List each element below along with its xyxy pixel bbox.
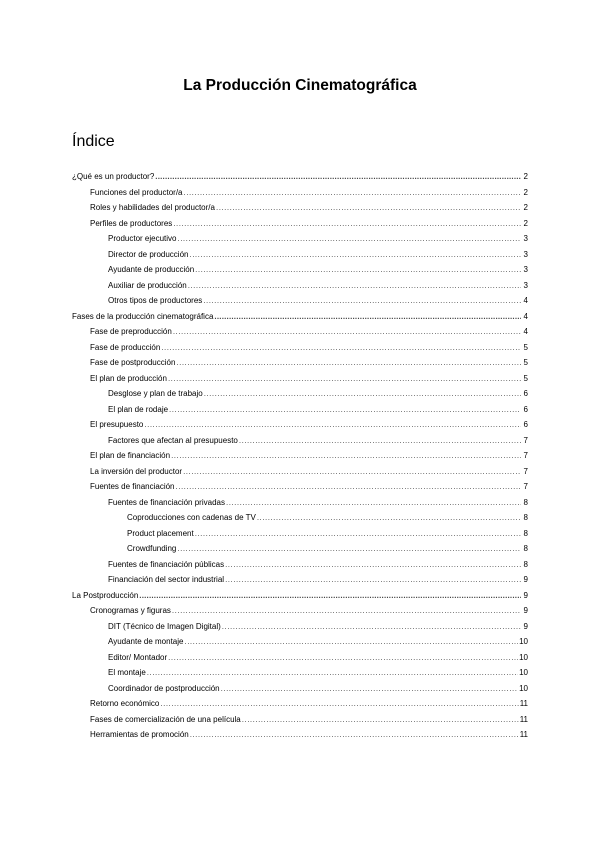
toc-entry-label: Perfiles de productores	[90, 218, 173, 228]
toc-leader-dots	[155, 169, 521, 185]
toc-leader-dots	[214, 309, 521, 325]
toc-entry[interactable]	[72, 634, 528, 650]
toc-entry-page-number: 2	[523, 218, 528, 228]
toc-entry-page-number: 3	[523, 265, 528, 274]
toc-entry[interactable]	[72, 681, 528, 697]
toc-entry-label: La inversión del productor	[90, 466, 183, 476]
toc-entry[interactable]	[72, 402, 528, 418]
toc-entry-page-number: 7	[523, 435, 528, 445]
toc-entry-label: Crowdfunding	[127, 544, 177, 553]
toc-entry[interactable]	[72, 541, 528, 557]
toc-entry-page-number: 11	[519, 714, 528, 724]
toc-leader-dots	[176, 479, 522, 495]
toc-entry[interactable]	[72, 696, 528, 712]
toc-leader-dots	[168, 650, 518, 666]
toc-entry[interactable]	[72, 712, 528, 728]
toc-entry[interactable]	[72, 495, 528, 511]
toc-entry-page-number: 2	[523, 172, 528, 181]
toc-entry[interactable]	[72, 200, 528, 216]
toc-entry[interactable]	[72, 355, 528, 371]
toc-leader-dots	[147, 665, 518, 681]
toc-entry-page-number: 7	[523, 451, 528, 460]
toc-entry[interactable]	[72, 309, 528, 325]
toc-entry[interactable]	[72, 510, 528, 526]
toc-leader-dots	[257, 510, 521, 526]
toc-entry[interactable]	[72, 479, 528, 495]
toc-entry[interactable]	[72, 433, 528, 449]
toc-entry-page-number: 8	[523, 497, 528, 507]
toc-entry-page-number: 8	[523, 559, 528, 569]
toc-entry[interactable]	[72, 340, 528, 356]
index-heading: Índice	[72, 133, 115, 150]
toc-leader-dots	[184, 185, 522, 201]
toc-entry-label: Desglose y plan de trabajo	[108, 389, 203, 398]
document-title: La Producción Cinematográfica	[183, 77, 417, 94]
toc-entry-label: Ayudante de montaje	[108, 637, 184, 646]
toc-entry[interactable]	[72, 603, 528, 619]
toc-leader-dots	[171, 448, 521, 464]
toc-leader-dots	[216, 200, 521, 216]
toc-entry-page-number: 11	[519, 730, 528, 739]
toc-entry-label: Financiación del sector industrial	[108, 575, 225, 584]
toc-entry-label: Fases de comercialización de una película	[90, 714, 241, 724]
toc-entry[interactable]	[72, 231, 528, 247]
toc-entry-page-number: 5	[523, 358, 528, 367]
toc-entry-label: Coproducciones con cadenas de TV	[127, 513, 256, 522]
toc-entry[interactable]	[72, 727, 528, 743]
toc-entry-label: Fase de preproducción	[90, 327, 172, 336]
toc-entry-label: El plan de producción	[90, 373, 167, 383]
toc-leader-dots	[239, 433, 521, 449]
toc-entry-page-number: 5	[523, 373, 528, 383]
toc-entry-label: El plan de financiación	[90, 451, 171, 460]
toc-entry-page-number: 4	[523, 311, 528, 321]
toc-entry-label: DIT (Técnico de Imagen Digital)	[108, 621, 221, 631]
toc-entry-page-number: 9	[523, 590, 528, 600]
toc-entry[interactable]	[72, 371, 528, 387]
toc-entry-label: Fuentes de financiación	[90, 482, 175, 491]
toc-entry[interactable]	[72, 262, 528, 278]
toc-entry-page-number: 3	[523, 280, 528, 290]
toc-entry-label: El plan de rodaje	[108, 404, 169, 414]
toc-entry-label: Funciones del productor/a	[90, 187, 183, 197]
toc-entry-label: Coordinador de postproducción	[108, 683, 220, 693]
toc-entry-page-number: 9	[523, 575, 528, 584]
toc-entry-page-number: 3	[523, 234, 528, 243]
toc-leader-dots	[144, 417, 521, 433]
toc-entry-page-number: 2	[523, 187, 528, 197]
toc-leader-dots	[190, 727, 519, 743]
toc-leader-dots	[195, 262, 521, 278]
toc-entry-page-number: 8	[523, 544, 528, 553]
toc-entry[interactable]	[72, 247, 528, 263]
toc-leader-dots	[139, 588, 521, 604]
toc-entry-page-number: 7	[523, 482, 528, 491]
toc-leader-dots	[242, 712, 519, 728]
toc-entry-label: El montaje	[108, 668, 146, 677]
toc-entry-label: Editor/ Montador	[108, 652, 168, 662]
toc-entry-label: El presupuesto	[90, 420, 144, 429]
toc-entry-label: Fase de postproducción	[90, 358, 176, 367]
toc-entry-page-number: 11	[519, 699, 528, 708]
toc-entry[interactable]	[72, 526, 528, 542]
toc-entry[interactable]	[72, 557, 528, 573]
toc-entry-page-number: 9	[523, 621, 528, 631]
toc-leader-dots	[177, 541, 521, 557]
toc-entry-page-number: 4	[523, 327, 528, 336]
toc-entry-page-number: 10	[519, 668, 528, 677]
toc-entry[interactable]	[72, 417, 528, 433]
toc-entry[interactable]	[72, 448, 528, 464]
toc-leader-dots	[226, 495, 521, 511]
toc-entry[interactable]	[72, 278, 528, 294]
toc-leader-dots	[221, 681, 518, 697]
toc-entry[interactable]	[72, 293, 528, 309]
toc-leader-dots	[225, 572, 521, 588]
toc-entry-page-number: 8	[523, 513, 528, 522]
toc-leader-dots	[203, 293, 521, 309]
toc-entry-label: Fase de producción	[90, 342, 161, 352]
toc-leader-dots	[161, 340, 521, 356]
toc-entry[interactable]	[72, 185, 528, 201]
toc-entry-page-number: 10	[519, 683, 528, 693]
toc-entry-label: Director de producción	[108, 249, 189, 259]
toc-leader-dots	[225, 557, 521, 573]
toc-leader-dots	[173, 216, 521, 232]
toc-leader-dots	[168, 371, 521, 387]
toc-entry-label: Otros tipos de productores	[108, 296, 203, 305]
toc-entry[interactable]	[72, 324, 528, 340]
toc-leader-dots	[183, 464, 521, 480]
toc-entry-page-number: 8	[523, 528, 528, 538]
toc-entry-page-number: 6	[523, 389, 528, 398]
toc-entry-label: ¿Qué es un productor?	[72, 172, 155, 181]
toc-entry[interactable]	[72, 169, 528, 185]
toc-entry-page-number: 6	[523, 420, 528, 429]
toc-entry-page-number: 4	[523, 296, 528, 305]
toc-entry-label: Herramientas de promoción	[90, 730, 189, 739]
toc-entry-label: La Postproducción	[72, 590, 139, 600]
toc-entry[interactable]	[72, 464, 528, 480]
toc-leader-dots	[160, 696, 518, 712]
toc-entry[interactable]	[72, 619, 528, 635]
toc-entry-label: Retorno económico	[90, 699, 160, 708]
toc-entry-page-number: 2	[523, 203, 528, 212]
toc-entry-page-number: 9	[523, 606, 528, 615]
toc-leader-dots	[222, 619, 521, 635]
toc-entry[interactable]	[72, 665, 528, 681]
toc-entry[interactable]	[72, 386, 528, 402]
toc-entry-page-number: 6	[523, 404, 528, 414]
toc-leader-dots	[172, 603, 521, 619]
toc-entry-label: Roles y habilidades del productor/a	[90, 203, 215, 212]
toc-leader-dots	[195, 526, 521, 542]
toc-entry-page-number: 7	[523, 466, 528, 476]
toc-entry[interactable]	[72, 572, 528, 588]
toc-entry[interactable]	[72, 650, 528, 666]
toc-entry[interactable]	[72, 588, 528, 604]
table-of-contents	[72, 169, 528, 743]
toc-leader-dots	[169, 402, 521, 418]
toc-entry-page-number: 10	[519, 652, 528, 662]
toc-entry[interactable]	[72, 216, 528, 232]
toc-entry-label: Factores que afectan al presupuesto	[108, 435, 238, 445]
toc-entry-label: Product placement	[127, 528, 194, 538]
toc-entry-label: Fuentes de financiación privadas	[108, 497, 225, 507]
toc-entry-label: Fuentes de financiación públicas	[108, 559, 225, 569]
toc-entry-page-number: 10	[519, 637, 528, 646]
toc-leader-dots	[176, 355, 521, 371]
toc-entry-label: Cronogramas y figuras	[90, 606, 171, 615]
toc-leader-dots	[177, 231, 521, 247]
toc-leader-dots	[173, 324, 521, 340]
toc-leader-dots	[189, 247, 521, 263]
toc-leader-dots	[188, 278, 521, 294]
toc-leader-dots	[184, 634, 518, 650]
toc-entry-label: Productor ejecutivo	[108, 234, 177, 243]
toc-entry-label: Ayudante de producción	[108, 265, 195, 274]
toc-entry-page-number: 5	[523, 342, 528, 352]
toc-leader-dots	[204, 386, 521, 402]
toc-entry-page-number: 3	[523, 249, 528, 259]
toc-entry-label: Fases de la producción cinematográfica	[72, 311, 214, 321]
toc-entry-label: Auxiliar de producción	[108, 280, 187, 290]
